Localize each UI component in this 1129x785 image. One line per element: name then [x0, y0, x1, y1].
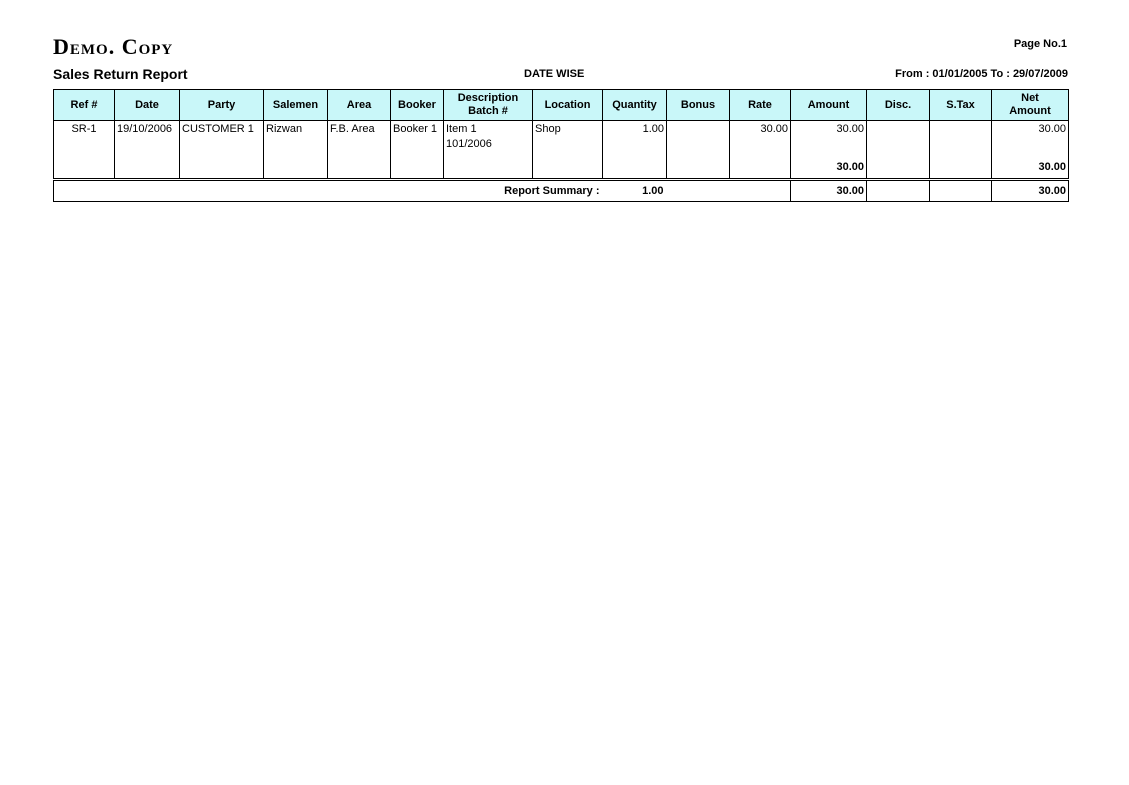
cell-item-name: Item 1 — [446, 123, 477, 135]
cell-disc — [867, 121, 930, 179]
col-net-line2: Amount — [1009, 105, 1051, 117]
summary-quantity: 1.00 — [603, 181, 666, 202]
report-summary-row — [53, 180, 1069, 202]
cell-net-amount-value: 30.00 — [1038, 123, 1066, 135]
cell-party: CUSTOMER 1 — [180, 121, 264, 179]
summary-label: Report Summary : — [54, 181, 603, 202]
summary-spacer — [666, 181, 791, 202]
col-stax: S.Tax — [930, 90, 992, 121]
cell-amount — [791, 121, 867, 179]
col-description-line1: Description — [457, 92, 519, 104]
sales-return-table — [53, 89, 1069, 179]
col-bonus: Bonus — [667, 90, 730, 121]
cell-bonus — [667, 121, 730, 179]
table-row — [54, 121, 1069, 179]
cell-net-amount — [992, 121, 1069, 179]
col-salesman: Salemen — [264, 90, 328, 121]
summary-disc — [867, 181, 930, 202]
col-description — [444, 90, 533, 121]
cell-net-amount-total: 30.00 — [1038, 161, 1066, 173]
cell-booker: Booker 1 — [391, 121, 444, 179]
col-rate: Rate — [730, 90, 791, 121]
cell-amount-total: 30.00 — [836, 161, 864, 173]
date-range: From : 01/01/2005 To : 29/07/2009 — [895, 68, 1068, 80]
col-area: Area — [328, 90, 391, 121]
cell-amount-value: 30.00 — [836, 123, 864, 135]
summary-stax — [930, 181, 992, 202]
report-title: Sales Return Report — [53, 66, 188, 82]
col-date: Date — [115, 90, 180, 121]
col-booker: Booker — [391, 90, 444, 121]
summary-net-amount: 30.00 — [992, 181, 1069, 202]
col-location: Location — [533, 90, 603, 121]
cell-ref: SR-1 — [54, 121, 115, 179]
cell-salesman: Rizwan — [264, 121, 328, 179]
cell-batch: 101/2006 — [446, 138, 492, 150]
table-header-row — [54, 90, 1069, 121]
cell-stax — [930, 121, 992, 179]
col-party: Party — [180, 90, 264, 121]
cell-date: 19/10/2006 — [115, 121, 180, 179]
cell-area: F.B. Area — [328, 121, 391, 179]
cell-location: Shop — [533, 121, 603, 179]
summary-amount: 30.00 — [791, 181, 867, 202]
report-mode: DATE WISE — [524, 68, 585, 80]
col-quantity: Quantity — [603, 90, 667, 121]
cell-rate: 30.00 — [730, 121, 791, 179]
page-number: Page No.1 — [1013, 38, 1067, 50]
col-net-amount — [992, 90, 1069, 121]
col-description-line2: Batch # — [468, 105, 508, 117]
col-ref: Ref # — [54, 90, 115, 121]
cell-quantity: 1.00 — [603, 121, 667, 179]
col-amount: Amount — [791, 90, 867, 121]
cell-description — [444, 121, 533, 179]
col-net-line1: Net — [1021, 92, 1039, 104]
company-name: Demo. Copy — [53, 34, 174, 59]
col-disc: Disc. — [867, 90, 930, 121]
